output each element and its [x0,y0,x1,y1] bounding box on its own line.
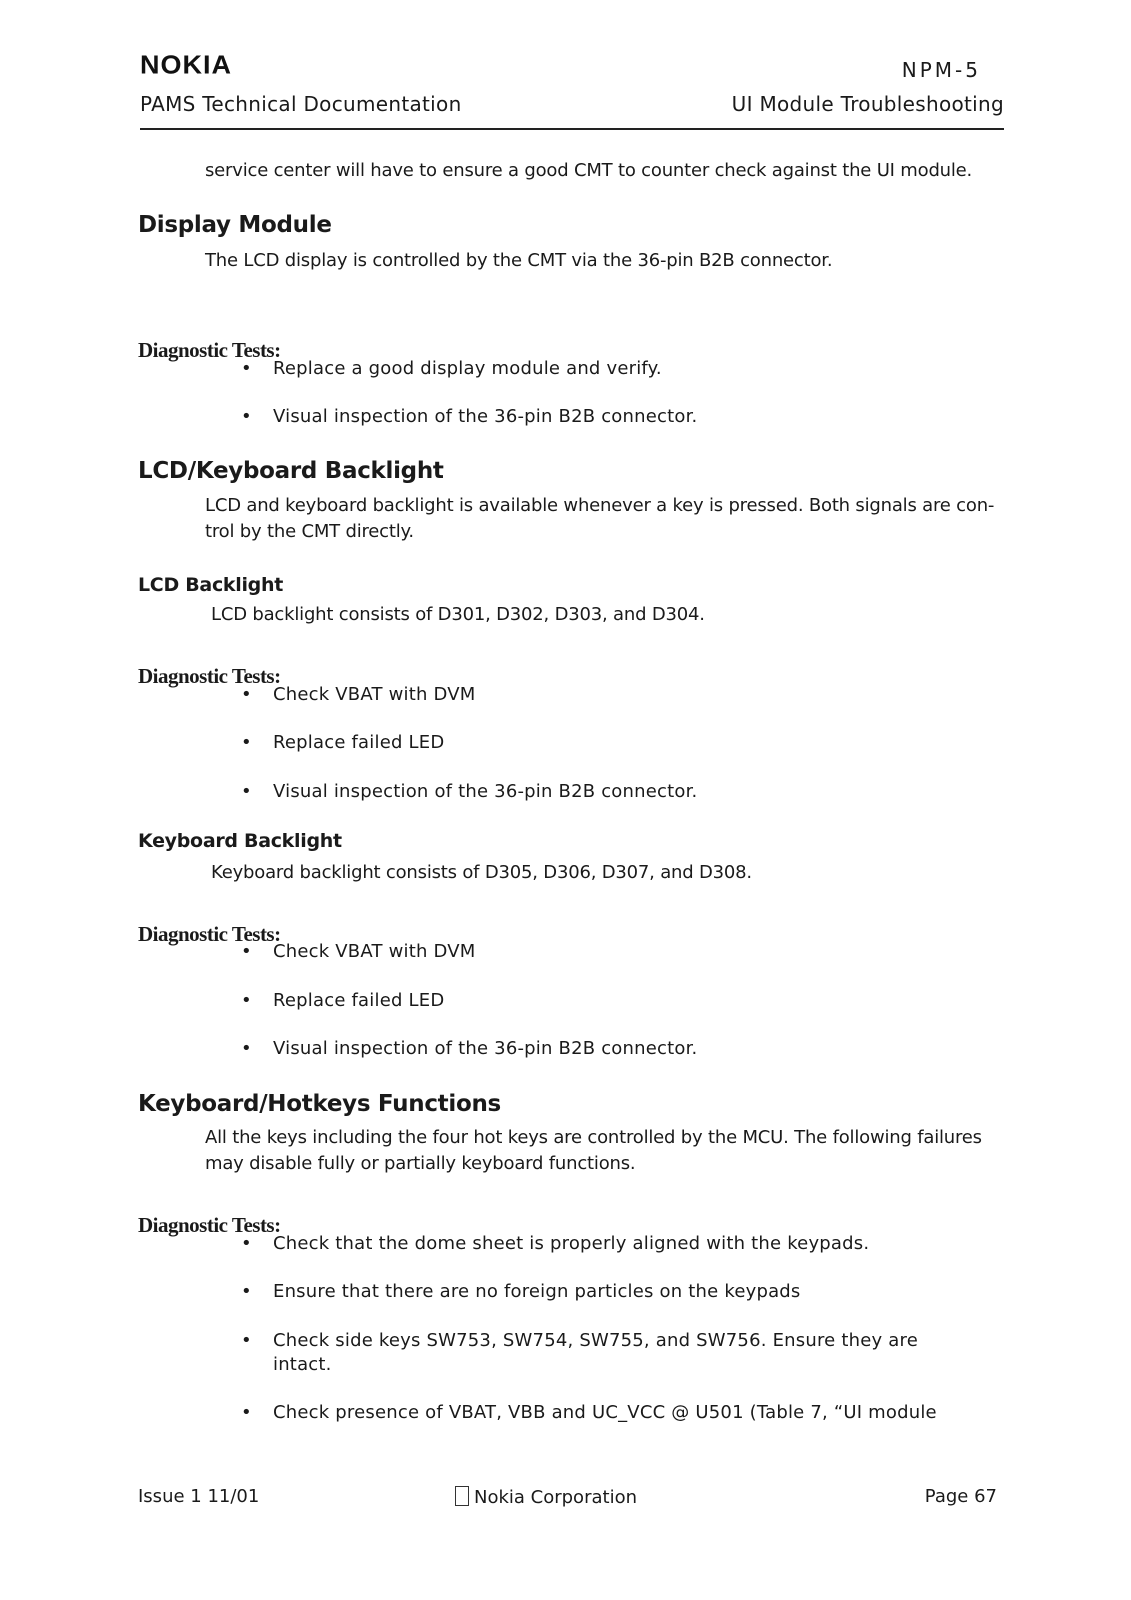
bullet-dot: • [241,1281,252,1302]
nokia-logo: NOKIA [140,50,232,80]
lcd-bullet-1: • Check VBAT with DVM [241,684,476,705]
bullet-dot: • [241,1233,252,1254]
bullet-dot: • [241,1402,252,1423]
hotkeys-bullet-1: • Check that the dome sheet is properly aligned with the keypads. [241,1233,870,1254]
header-left-title: PAMS Technical Documentation [140,92,462,116]
document-code: NPM-5 [901,58,981,82]
display-diag-heading: Diagnostic Tests: [138,338,281,362]
footer-page-number: Page 67 [924,1486,997,1507]
bullet-dot: • [241,1038,252,1059]
hotkeys-heading: Keyboard/Hotkeys Functions [138,1091,501,1117]
bullet-dot: • [241,990,252,1011]
display-bullet-2: • Visual inspection of the 36-pin B2B connector. [241,406,698,427]
display-bullet-1: • Replace a good display module and verify. [241,358,662,379]
header-rule [140,128,1004,130]
footer-issue: Issue 1 11/01 [138,1486,260,1507]
lcd-bullet-2: • Replace failed LED [241,732,445,753]
bullet-dot: • [241,941,252,962]
hotkeys-bullet-3: • Check side keys SW753, SW754, SW755, and SW756. Ensure they are intact. [241,1330,918,1375]
lcd-diag-heading: Diagnostic Tests: [138,664,281,688]
bullet-dot: • [241,684,252,705]
bullet-dot: • [241,358,252,379]
lcd-bullet-3: • Visual inspection of the 36-pin B2B connector. [241,781,698,802]
copyright-icon [455,1486,469,1506]
header-right-title: UI Module Troubleshooting [731,92,1004,116]
lcd-backlight-text: LCD backlight consists of D301, D302, D303, and D304. [211,604,705,625]
intro-text: service center will have to ensure a good CMT to counter check against the UI module. [205,160,973,181]
keyboard-backlight-heading: Keyboard Backlight [138,830,342,852]
keyboard-bullet-1: • Check VBAT with DVM [241,941,476,962]
hotkeys-text-line1: All the keys including the four hot keys are controlled by the MCU. The following failures [205,1127,982,1148]
keyboard-backlight-text: Keyboard backlight consists of D305, D306, D307, and D308. [211,862,752,883]
footer-copyright: Nokia Corporation [455,1486,637,1508]
bullet-dot: • [241,732,252,753]
keyboard-diag-heading: Diagnostic Tests: [138,922,281,946]
display-module-text: The LCD display is controlled by the CMT via the 36-pin B2B connector. [205,250,833,271]
lcd-backlight-heading: LCD Backlight [138,574,283,596]
hotkeys-diag-heading: Diagnostic Tests: [138,1213,281,1237]
hotkeys-text-line2: may disable fully or partially keyboard functions. [205,1153,636,1174]
keyboard-bullet-3: • Visual inspection of the 36-pin B2B connector. [241,1038,698,1059]
keyboard-bullet-2: • Replace failed LED [241,990,445,1011]
hotkeys-bullet-2: • Ensure that there are no foreign particles on the keypads [241,1281,801,1302]
backlight-text-line2: trol by the CMT directly. [205,521,414,542]
bullet-dot: • [241,1330,252,1351]
backlight-text-line1: LCD and keyboard backlight is available whenever a key is pressed. Both signals are con- [205,495,995,516]
display-module-heading: Display Module [138,212,332,238]
backlight-heading: LCD/Keyboard Backlight [138,458,444,484]
bullet-dot: • [241,781,252,802]
hotkeys-bullet-4: • Check presence of VBAT, VBB and UC_VCC @ U501 (Table 7, “UI module [241,1402,937,1423]
bullet-dot: • [241,406,252,427]
